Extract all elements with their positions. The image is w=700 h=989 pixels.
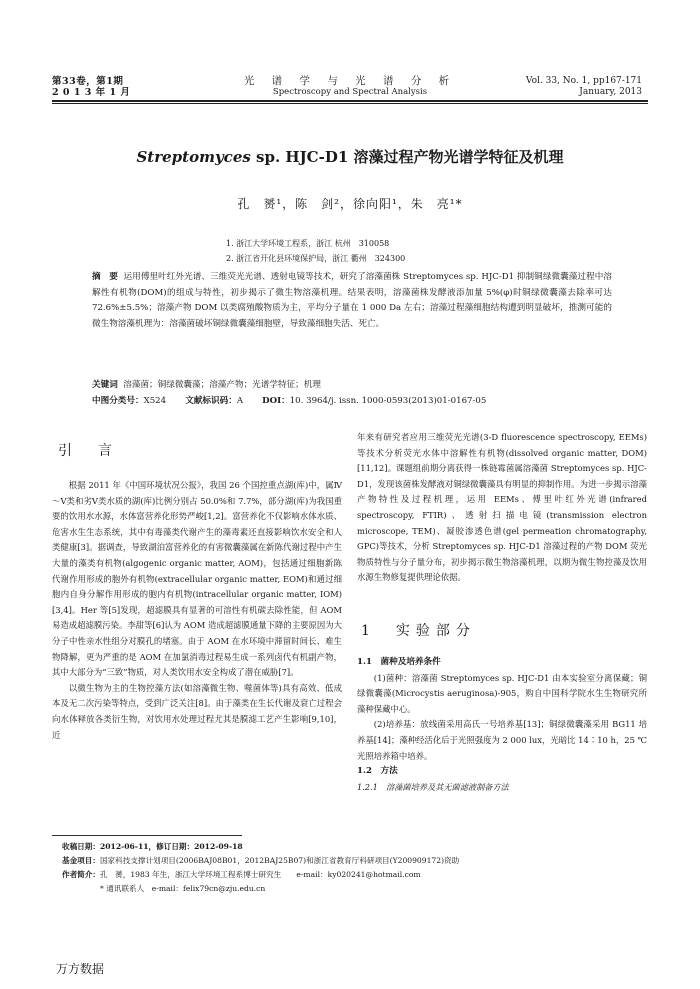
header-rule-thick [52, 100, 648, 102]
subsection-1-1-item-1: (1)菌种：溶藻菌 Streptomyces sp. HJC-D1 由本实验室分离保藏；铜绿微囊藻(Microcystis aeruginosa)-905，购自中国科学院水生生物研究所藻种保藏中心。 [357, 672, 647, 714]
fund-text: 国家科技支撑计划项目(2006BAJ08B01，2012BAJ25B07)和浙江省教育厅科研项目(Y200909172)资助 [99, 856, 460, 865]
abstract-label: 摘 要 [92, 272, 118, 282]
subsection-1-2-1-heading: 1.2.1 溶藻菌培养及其无菌滤液制备方法 [357, 781, 509, 792]
clc-label: 中图分类号： [92, 395, 144, 406]
abstract-text: 运用傅里叶红外光谱、三维荧光光谱、透射电镜等技术，研究了溶藻菌株 Streptomyces sp. HJC-D1 抑制铜绿微囊藻过程中溶解性有机物(DOM)的组成与特性，初步揭示了微生物溶藻机理。结果表明，溶藻菌株发酵液添加量 5%(φ)时铜绿微囊藻去除率可达 72.6%±5.5%；溶藻产物 DOM 以类腐殖酸物质为主，平均分子量在 1 000 Da 左右；溶藻过程藻细胞结构遭到明显破坏，推测可能的微生物溶藻机理为：溶藻菌破坏铜绿微囊藻细胞壁，导致藻细胞失活、死亡。 [92, 272, 612, 329]
issue-info-en [526, 76, 642, 98]
title-rest: sp. HJC-D1 溶藻过程产物光谱学特征及机理 [250, 148, 564, 166]
volume-issue-cn: 第33卷，第1期 [52, 76, 124, 87]
header-rule-thin [52, 103, 648, 104]
intro-left-column [52, 478, 342, 743]
intro-right-column [357, 430, 647, 586]
affiliations [226, 236, 405, 266]
classification-line [92, 394, 612, 410]
title-species: Streptomyces [136, 148, 251, 166]
date-cn: 2 0 1 3 年 1 月 [52, 87, 131, 98]
intro-paragraph-1: 根据 2011 年《中国环境状况公报》，我国 26 个国控重点湖(库)中，属Ⅳ～Ⅴ类和劣Ⅴ类水质的湖(库)比例分别占 50.0%和 7.7%，部分湖(库)为我国重要的饮用水水源，水体富营养化形势严峻[1,2]。富营养化不仅影响水体水质、危害水生生态系统，其中有毒藻类代谢产生的藻毒素还直接影响饮水安全和人类健康[3]。据调查，导致湖泊富营养化的有害微囊藻属在新陈代谢过程中产生大量的藻类有机物(algogenic organic matter, AOM)，包括通过细胞新陈代谢作用形成的胞外有机物(extracellular organic matter, EOM)和通过细胞内自身分解作用形成的胞内有机物(intracellular organic matter, IOM)[3,4]。Her 等[5]发现，超滤膜具有显著的可溶性有机碳去除性能，但 AOM 易造成超滤膜污染。李甜等[6]认为 AOM 造成超滤膜通量下降的主要原因为大分子中性亲水性组分对膜孔的堵塞。由于 AOM 在水环境中滞留时间长、难生物降解，更为严重的是 AOM 在加氯消毒过程易生成一系列卤代有机副产物，其中大部分为“三致”物质，对人类饮用水安全构成了潜在威胁[7]。 [52, 480, 342, 678]
abstract [92, 270, 612, 332]
issue-info [52, 76, 130, 98]
author-list: 孔 赟¹，陈 剑²，徐向阳¹，朱 亮¹* [237, 197, 463, 211]
subsection-1-2-heading: 1.2 方法 [357, 766, 398, 777]
bio-text: 孔 赟，1983 年生，浙江大学环境工程系博士研究生 e-mail：ky020241@hotmail.com [99, 870, 421, 879]
corresponding-author: * 通讯联系人 e-mail：felix79cn@zju.edu.cn [100, 884, 266, 893]
paper-title [40, 146, 660, 167]
doc-code-label: 文献标识码： [185, 395, 237, 406]
journal-name [230, 76, 470, 98]
intro-paragraph-2: 以微生物为主的生物控藻方法(如溶藻微生物、噬菌体等)具有高效、低成本及无二次污染等特点，受到广泛关注[8]。由于藻类在生长代谢及衰亡过程会向水体释放各类衍生物，对饮用水处理过程尤其是膜滤工艺产生影响[9,10]，近 [52, 682, 342, 740]
doi-label: DOI： [262, 395, 290, 406]
journal-name-cn: 光 谱 学 与 光 谱 分 析 [243, 75, 457, 87]
keywords-text: 溶藻菌；铜绿微囊藻；溶藻产物；光谱学特征；机理 [123, 380, 321, 390]
section-1-heading: 1 实验部分 [361, 623, 476, 639]
affiliation-2: 2. 浙江省开化县环境保护局，浙江 衢州 324300 [226, 254, 406, 263]
footnotes [62, 840, 652, 896]
footnote-rule [52, 835, 242, 836]
doc-code-value: A [236, 395, 244, 406]
fund-line [62, 854, 652, 868]
doi-value: 10. 3964/j. issn. 1000-0593(2013)01-0167-05 [289, 395, 487, 406]
fund-label: 基金项目： [62, 856, 100, 865]
volume-pages-en: Vol. 33, No. 1, pp167-171 [525, 76, 642, 86]
watermark: 万方数据 [56, 962, 105, 976]
affiliation-1: 1. 浙江大学环境工程系，浙江 杭州 310058 [226, 239, 390, 248]
keywords-block [92, 378, 612, 409]
intro-heading: 引 言 [58, 443, 118, 459]
clc-value: X524 [143, 395, 167, 406]
section-1-body [357, 655, 647, 795]
journal-name-en: Spectroscopy and Spectral Analysis [272, 87, 428, 97]
subsection-1-1-item-2: (2)培养基：放线菌采用高氏一号培养基[13]；铜绿微囊藻采用 BG11 培养基[14]；藻种经活化后于光照强度为 2 000 lux，光暗比 14∶10 h，25 ℃光照培养箱中培养。 [357, 719, 647, 761]
bio-line [62, 868, 652, 882]
keywords-line [92, 378, 612, 394]
received-dates: 收稿日期：2012-06-11，修订日期：2012-09-18 [62, 842, 243, 851]
intro-right-paragraph: 年来有研究者应用三维荧光光谱(3-D fluorescence spectroscopy, EEMs)等技术分析荧光水体中溶解性有机物(dissolved organic matter, DOM)[11,12]。课题组前期分离获得一株链霉菌属溶藻菌 Streptomyces sp. HJC-D1，发现该菌株发酵液对铜绿微囊藻具有明显的抑制作用。为进一步揭示溶藻产物特性及过程机理，运用 EEMs、傅里叶红外光谱(infrared spectroscopy, FTIR)、透射扫描电镜(transmission electron microscope, TEM)、凝胶渗透色谱(gel permeation chromatography, GPC)等技术，分析 Streptomyces sp. HJC-D1 溶藻过程的产物 DOM 荧光物质特性与分子量分布，初步揭示微生物溶藻机理，以期为微生物控藻及饮用水源生物修复提供理论依据。 [357, 432, 647, 583]
bio-label: 作者简介： [62, 870, 100, 879]
subsection-1-1-heading: 1.1 菌种及培养条件 [357, 657, 441, 667]
date-en: January, 2013 [579, 87, 642, 97]
keywords-label: 关键词 [92, 380, 118, 390]
